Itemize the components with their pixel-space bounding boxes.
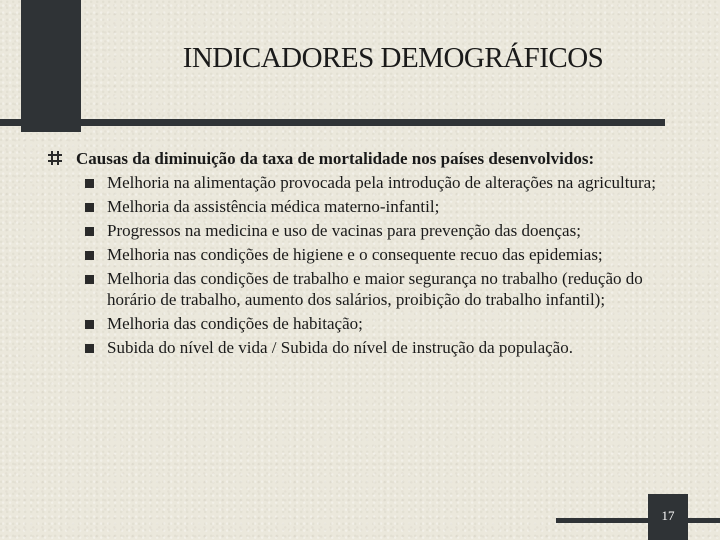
square-bullet-icon [85,275,94,284]
left-accent-bar [21,0,81,132]
footer-rule [556,518,720,523]
square-bullet-icon [85,203,94,212]
heading-text: Causas da diminuição da taxa de mortalidade nos países desenvolvidos: [76,149,595,168]
causes-list [48,171,668,360]
heading-bullet-point [48,148,668,169]
title-rule [0,119,665,126]
list-item-text: Melhoria na alimentação provocada pela introdução de alterações na agricultura; [107,173,656,192]
square-bullet-icon [85,227,94,236]
list-item-text: Melhoria das condições de trabalho e maior segurança no trabalho (redução do horário de trabalho, aumento dos salários, proibição do trabalho infantil); [107,269,643,309]
slide-title: INDICADORES DEMOGRÁFICOS [182,42,604,74]
slide-body [48,148,668,360]
square-bullet-icon [85,179,94,188]
list-item [107,171,668,195]
page-number: 17 [661,508,675,523]
list-item-text: Melhoria nas condições de higiene e o consequente recuo das epidemias; [107,245,603,264]
hash-bullet-icon [48,151,62,165]
list-item [107,243,668,267]
square-bullet-icon [85,320,94,329]
list-item-text: Subida do nível de vida / Subida do nível de instrução da população. [107,338,573,357]
list-item [107,195,668,219]
list-item-text: Progressos na medicina e uso de vacinas para prevenção das doenças; [107,221,581,240]
square-bullet-icon [85,344,94,353]
list-item [107,312,668,336]
list-item [107,219,668,243]
list-item-text: Melhoria das condições de habitação; [107,314,363,333]
square-bullet-icon [85,251,94,260]
list-item [107,336,668,360]
list-item [107,267,668,312]
list-item-text: Melhoria da assistência médica materno-infantil; [107,197,440,216]
